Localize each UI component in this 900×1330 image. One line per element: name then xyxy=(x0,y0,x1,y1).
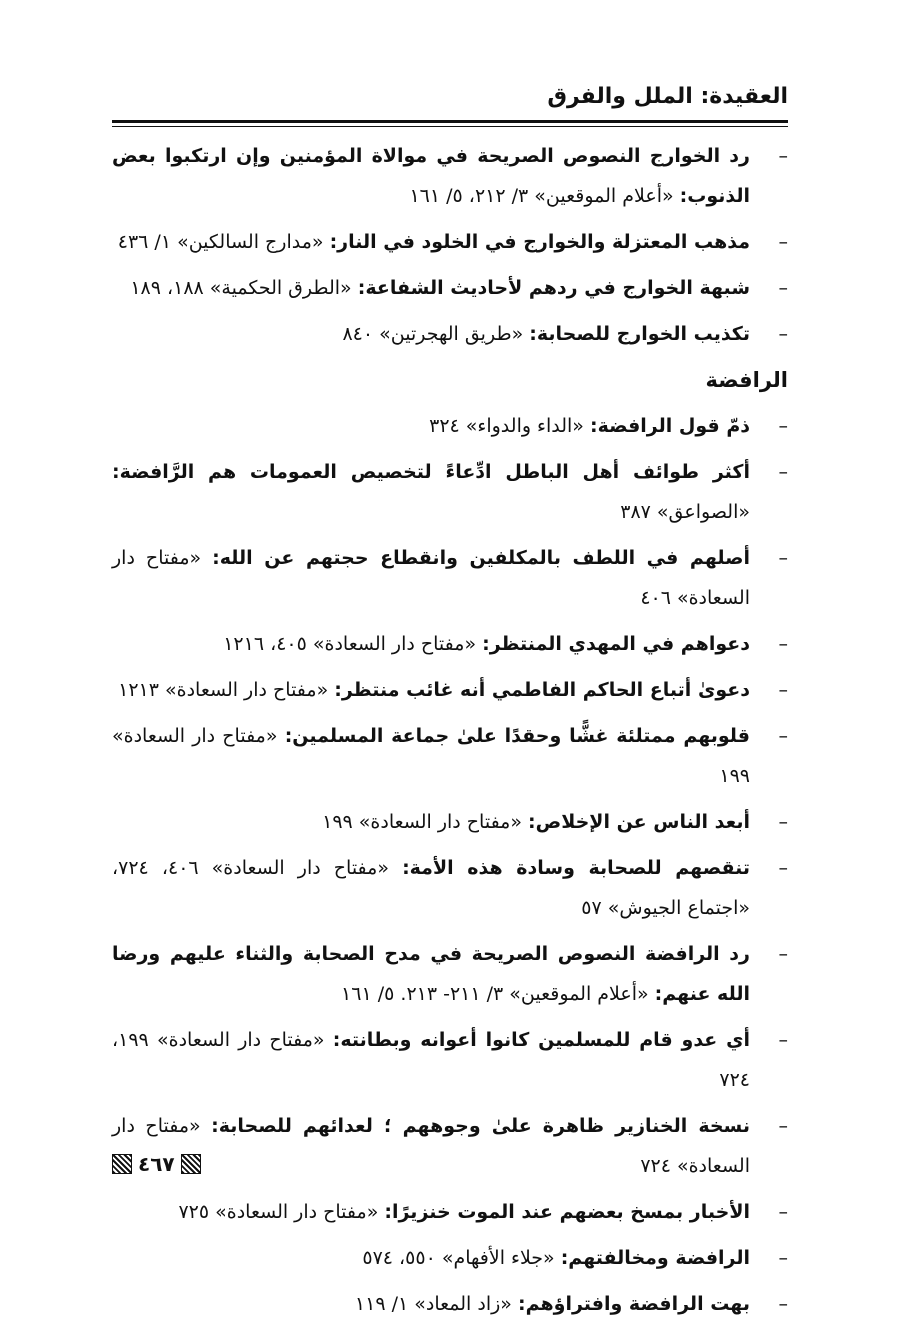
entry-topic: الرافضة ومخالفتهم: xyxy=(560,1247,750,1269)
entry-reference: «طريق الهجرتين» ٨٤٠ xyxy=(342,323,524,345)
index-entry xyxy=(112,1106,788,1186)
page-number: ٤٦٧ xyxy=(138,1152,175,1176)
entry-topic: بهت الرافضة وافتراؤهم: xyxy=(517,1293,750,1315)
entry-topic: تنقصهم للصحابة وسادة هذه الأمة: xyxy=(402,857,751,879)
entry-topic: رد الرافضة النصوص الصريحة في مدح الصحابة والثناء عليهم ورضا الله عنهم: xyxy=(112,943,750,1005)
index-entry xyxy=(112,406,788,446)
entry-topic: دعواهم في المهدي المنتظر: xyxy=(482,633,750,655)
entry-topic: مذهب المعتزلة والخوارج في الخلود في النار: xyxy=(329,231,750,253)
index-entry xyxy=(112,452,788,532)
entry-reference: «مفتاح دار السعادة» ٤٠٦، ٧٢٤، «اجتماع الجيوش» ٥٧ xyxy=(112,857,750,919)
entry-topic: تكذيب الخوارج للصحابة: xyxy=(529,323,750,345)
dash-marker: – xyxy=(778,633,788,655)
entry-reference: «مفتاح دار السعادة» ١٢١٣ xyxy=(118,679,329,701)
entry-reference: «الطرق الحكمية» ١٨٨، ١٨٩ xyxy=(130,277,352,299)
entry-reference: «مفتاح دار السعادة» ٧٢٤ xyxy=(112,1115,750,1177)
index-entry xyxy=(112,268,788,308)
entry-reference: «الصواعق» ٣٨٧ xyxy=(620,501,750,523)
square-ornament-icon xyxy=(181,1154,201,1174)
dash-marker: – xyxy=(778,943,788,965)
square-ornament-icon xyxy=(112,1154,132,1174)
header-rule-thin xyxy=(112,126,788,127)
entry-topic: دعوىٰ أتباع الحاكم الفاطمي أنه غائب منتظر: xyxy=(334,679,750,701)
dash-marker: – xyxy=(778,725,788,747)
entry-topic: أبعد الناس عن الإخلاص: xyxy=(528,811,750,833)
entry-reference: «مدارج السالكين» ١/ ٤٣٦ xyxy=(117,231,324,253)
entry-reference: «مفتاح دار السعادة» ١٩٩، ٧٢٤ xyxy=(112,1029,750,1091)
index-entry xyxy=(112,1238,788,1278)
entry-topic: أي عدو قام للمسلمين كانوا أعوانه وبطانته: xyxy=(332,1029,750,1051)
index-content xyxy=(112,136,788,1330)
dash-marker: – xyxy=(778,811,788,833)
dash-marker: – xyxy=(778,547,788,569)
entry-topic: قلوبهم ممتلئة غشًّا وحقدًا علىٰ جماعة المسلمين: xyxy=(284,725,750,747)
entry-topic: أصلهم في اللطف بالمكلفين وانقطاع حجتهم عن الله: xyxy=(212,547,751,569)
entry-topic: أكثر طوائف أهل الباطل ادِّعاءً لتخصيص العمومات هم الرَّافضة: xyxy=(112,461,750,483)
entry-topic: الأخبار بمسخ بعضهم عند الموت خنزيرًا: xyxy=(384,1201,750,1223)
dash-marker: – xyxy=(778,415,788,437)
dash-marker: – xyxy=(778,323,788,345)
entry-reference: «مفتاح دار السعادة» ٤٠٦ xyxy=(112,547,750,609)
index-entry xyxy=(112,1284,788,1324)
entry-reference: «مفتاح دار السعادة» ١٩٩ xyxy=(322,811,522,833)
entry-reference: «جلاء الأفهام» ٥٥٠، ٥٧٤ xyxy=(362,1247,555,1269)
entry-reference: «أعلام الموقعين» ٣/ ٢١١- ٢١٣. ٥/ ١٦١ xyxy=(341,983,649,1005)
entry-topic: رد الخوارج النصوص الصريحة في موالاة المؤمنين وإن ارتكبوا بعض الذنوب: xyxy=(112,145,750,207)
running-header-title: العقيدة: الملل والفرق xyxy=(547,84,788,109)
entry-topic: شبهة الخوارج في ردهم لأحاديث الشفاعة: xyxy=(357,277,750,299)
entry-topic: ذمّ قول الرافضة: xyxy=(589,415,750,437)
dash-marker: – xyxy=(778,857,788,879)
entry-reference: «زاد المعاد» ١/ ١١٩ xyxy=(354,1293,512,1315)
dash-marker: – xyxy=(778,145,788,167)
index-entry xyxy=(112,136,788,216)
index-entry xyxy=(112,624,788,664)
entry-reference: «الداء والدواء» ٣٢٤ xyxy=(429,415,584,437)
dash-marker: – xyxy=(778,231,788,253)
index-entry xyxy=(112,1020,788,1100)
dash-marker: – xyxy=(778,1293,788,1315)
index-entry xyxy=(112,314,788,354)
header-rule-thick xyxy=(112,120,788,123)
index-entry xyxy=(112,934,788,1014)
index-entry xyxy=(112,802,788,842)
section-heading: الرافضة xyxy=(705,368,788,392)
dash-marker: – xyxy=(778,461,788,483)
entry-reference: «مفتاح دار السعادة» ٤٠٥، ١٢١٦ xyxy=(223,633,477,655)
dash-marker: – xyxy=(778,1201,788,1223)
entry-topic: نسخة الخنازير ظاهرة علىٰ وجوههم ؛ لعدائهم للصحابة: xyxy=(211,1115,751,1137)
index-entry xyxy=(112,538,788,618)
entry-reference: «مفتاح دار السعادة» ١٩٩ xyxy=(112,725,750,787)
index-entry xyxy=(112,848,788,928)
index-entry xyxy=(112,1192,788,1232)
dash-marker: – xyxy=(778,277,788,299)
dash-marker: – xyxy=(778,1247,788,1269)
dash-marker: – xyxy=(778,679,788,701)
entry-reference: «مفتاح دار السعادة» ٧٢٥ xyxy=(178,1201,379,1223)
entry-reference: «أعلام الموقعين» ٣/ ٢١٢، ٥/ ١٦١ xyxy=(409,185,674,207)
index-entry xyxy=(112,222,788,262)
index-entry xyxy=(112,716,788,796)
dash-marker: – xyxy=(778,1115,788,1137)
index-entry xyxy=(112,670,788,710)
page-footer xyxy=(112,1152,201,1176)
dash-marker: – xyxy=(778,1029,788,1051)
